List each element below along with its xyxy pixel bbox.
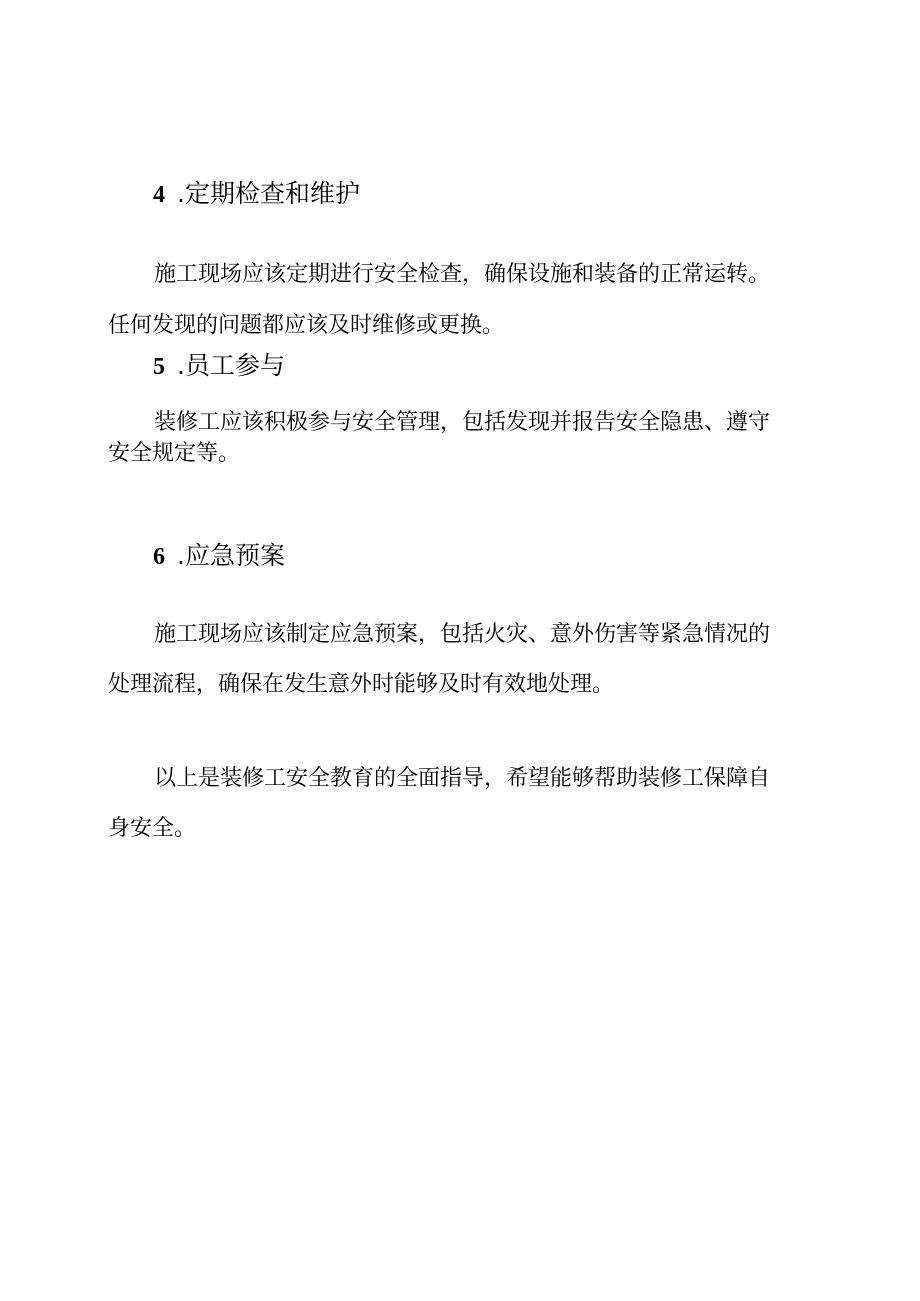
paragraph-line-text: 任何发现的问题都应该及时维修或更换。 bbox=[108, 313, 505, 338]
paragraph-line-text: 施工现场应该制定应急预案，包括火灾、意外伤害等紧急情况的 bbox=[154, 622, 771, 647]
section-number: 4 bbox=[153, 182, 165, 208]
paragraph-line-text: 安全规定等。 bbox=[108, 441, 241, 466]
section-heading-6 bbox=[153, 540, 285, 573]
section-heading-4 bbox=[153, 178, 360, 211]
paragraph-line-text: 装修工应该积极参与安全管理，包括发现并报告安全隐患、遵守 bbox=[154, 410, 771, 435]
paragraph-line-text: 以上是装修工安全教育的全面指导，希望能够帮助装修工保障自 bbox=[154, 766, 771, 791]
paragraph-line-text: 施工现场应该定期进行安全检查，确保设施和装备的正常运转。 bbox=[154, 262, 771, 287]
section-dot: . bbox=[177, 351, 185, 380]
section-title: 应急预案 bbox=[184, 541, 285, 570]
section-number: 6 bbox=[153, 544, 165, 570]
section-number: 5 bbox=[153, 354, 165, 380]
paragraph-line-text: 处理流程，确保在发生意外时能够及时有效地处理。 bbox=[108, 672, 615, 697]
section-dot: . bbox=[177, 541, 185, 570]
section-title: 员工参与 bbox=[184, 351, 285, 380]
paragraph-line-text: 身安全。 bbox=[108, 816, 197, 841]
section-title: 定期检查和维护 bbox=[184, 179, 360, 208]
section-heading-5 bbox=[153, 350, 285, 383]
section-dot: . bbox=[177, 179, 185, 208]
